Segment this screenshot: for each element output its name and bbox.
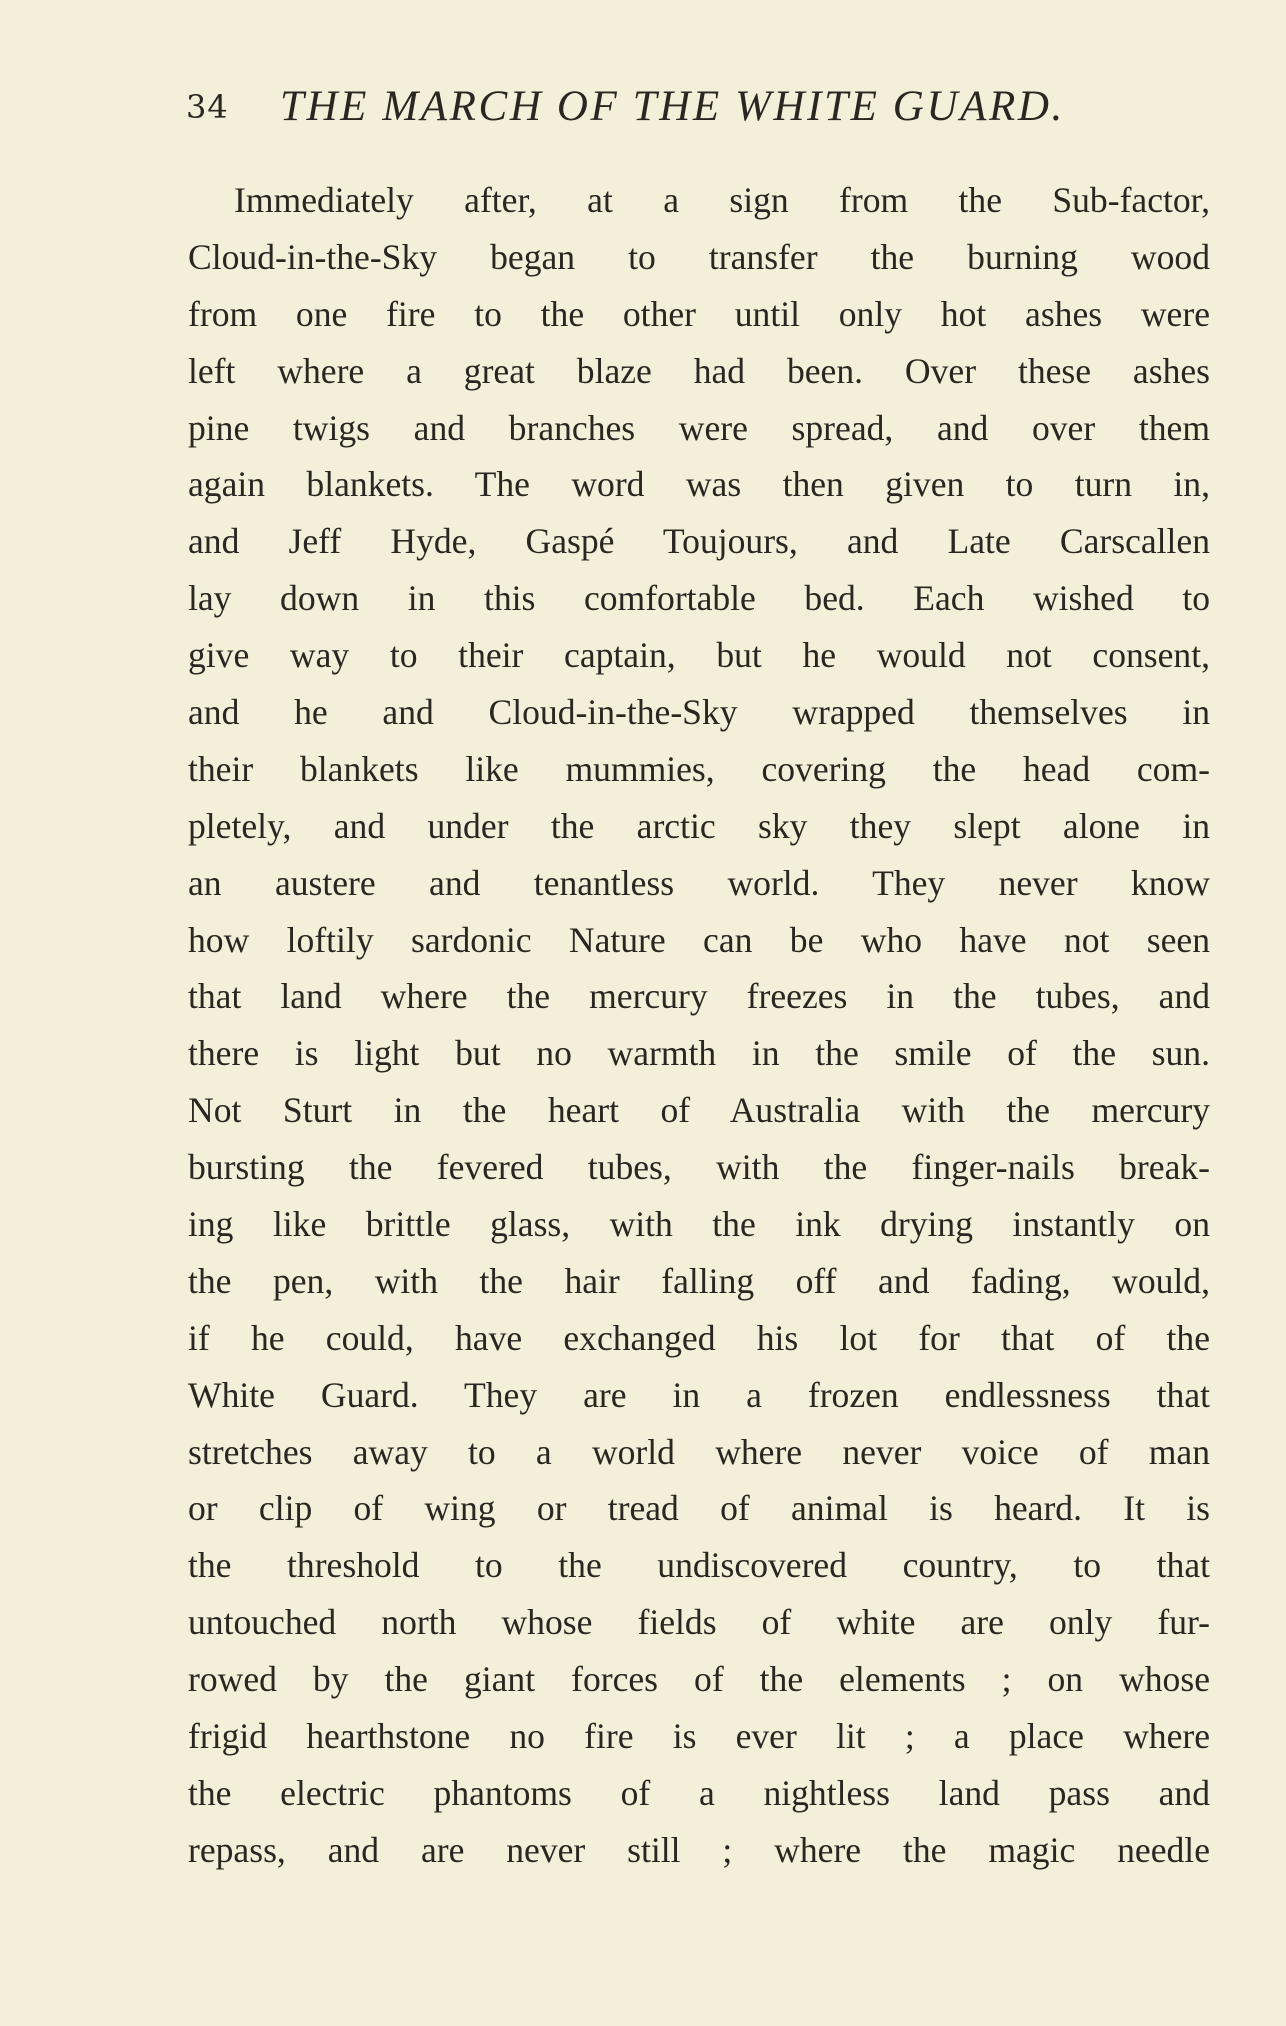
- text-line: lay down in this comfortable bed. Each wished to: [188, 578, 1210, 619]
- text-line: ing like brittle glass, with the ink drying instantly on: [188, 1204, 1210, 1245]
- text-line: Cloud-in-the-Sky began to transfer the burning wood: [188, 236, 1210, 277]
- text-line: the pen, with the hair falling off and fading, would,: [188, 1260, 1210, 1301]
- text-line: bursting the fevered tubes, with the finger-nails break-: [188, 1147, 1210, 1188]
- text-line: how loftily sardonic Nature can be who have not seen: [188, 919, 1210, 960]
- body-paragraph: [188, 172, 1210, 1879]
- text-line: an austere and tenantless world. They never know: [188, 862, 1210, 903]
- text-line: there is light but no warmth in the smile of the sun.: [188, 1033, 1210, 1074]
- text-line: the threshold to the undiscovered country, to that: [188, 1545, 1210, 1586]
- text-line: if he could, have exchanged his lot for that of the: [188, 1317, 1210, 1358]
- text-line: repass, and are never still ; where the magic needle: [188, 1829, 1210, 1870]
- text-line: their blankets like mummies, covering the head com-: [188, 748, 1210, 789]
- text-line: the electric phantoms of a nightless land pass and: [188, 1772, 1210, 1813]
- text-line: and he and Cloud-in-the-Sky wrapped themselves in: [188, 692, 1210, 733]
- text-line: pletely, and under the arctic sky they slept alone in: [188, 805, 1210, 846]
- text-line: from one fire to the other until only hot ashes were: [188, 293, 1210, 334]
- text-line: frigid hearthstone no fire is ever lit ; a place where: [188, 1716, 1210, 1757]
- text-line: or clip of wing or tread of animal is heard. It is: [188, 1488, 1210, 1529]
- running-title: THE MARCH OF THE WHITE GUARD.: [280, 83, 1065, 130]
- page-number: 34: [186, 88, 229, 126]
- text-line: that land where the mercury freezes in the tubes, and: [188, 976, 1210, 1017]
- text-line: rowed by the giant forces of the elements ; on whose: [188, 1659, 1210, 1700]
- text-line: untouched north whose fields of white are only fur-: [188, 1602, 1210, 1643]
- page-header: [186, 82, 1126, 142]
- text-line: left where a great blaze had been. Over these ashes: [188, 350, 1210, 391]
- text-line: pine twigs and branches were spread, and over them: [188, 407, 1210, 448]
- text-line: and Jeff Hyde, Gaspé Toujours, and Late Carscallen: [188, 521, 1210, 562]
- text-line: stretches away to a world where never voice of man: [188, 1431, 1210, 1472]
- text-line: Not Sturt in the heart of Australia with the mercury: [188, 1090, 1210, 1131]
- text-line: again blankets. The word was then given to turn in,: [188, 464, 1210, 505]
- text-line: give way to their captain, but he would not consent,: [188, 635, 1210, 676]
- text-line: Immediately after, at a sign from the Sub-factor,: [234, 180, 1210, 220]
- text-line: White Guard. They are in a frozen endlessness that: [188, 1374, 1210, 1415]
